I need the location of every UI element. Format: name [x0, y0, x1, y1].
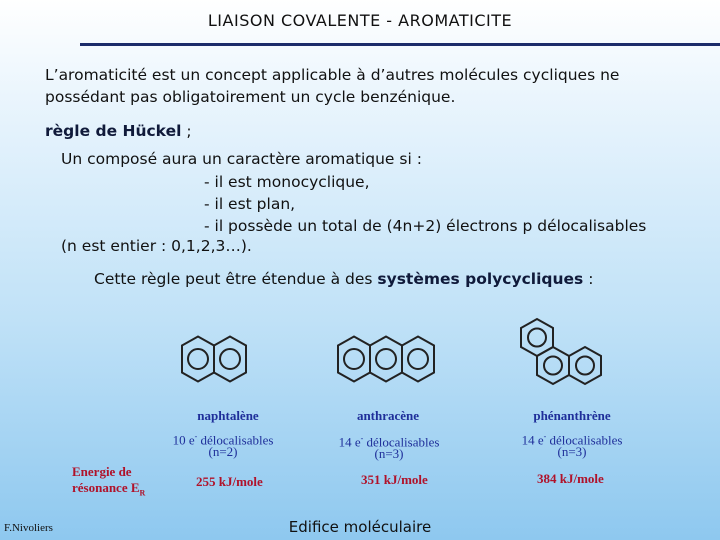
resonance-label-subscript: R	[139, 488, 146, 498]
huckel-suffix: ;	[181, 122, 192, 140]
criterion-3: - il possède un total de (4n+2) électrons p délocalisables	[204, 217, 647, 235]
naphthalene-name: naphtalène	[197, 408, 259, 423]
resonance-energy-label	[72, 464, 145, 502]
huckel-label: règle de Hückel	[45, 122, 182, 140]
n-note: (n est entier : 0,1,2,3…).	[61, 237, 252, 255]
anthracene-n: (n=3)	[374, 446, 404, 461]
intro-line-1: L’aromaticité est un concept applicable à d’autres molécules cycliques ne	[45, 66, 620, 84]
extension-prefix: Cette règle peut être étendue à des	[94, 270, 378, 288]
title-underline	[80, 43, 720, 46]
phenanthrene-n: (n=3)	[557, 444, 587, 459]
phenanthrene-structure-icon	[513, 313, 631, 403]
anthracene-electrons: 14 e- délocalisables	[338, 434, 440, 450]
intro-line-2: possédant pas obligatoirement un cycle benzénique.	[45, 88, 456, 106]
anthracene-name: anthracène	[356, 408, 420, 423]
phenanthrene-energy: 384 kJ/mole	[537, 471, 604, 486]
naphthalene-n: (n=2)	[208, 444, 238, 459]
anthracene-energy: 351 kJ/mole	[361, 472, 428, 487]
extension-suffix: :	[583, 270, 594, 288]
huckel-condition: Un composé aura un caractère aromatique si :	[61, 150, 422, 168]
footer-author: F.Nivoliers	[4, 522, 53, 534]
criterion-2: - il est plan,	[204, 195, 296, 213]
criterion-1: - il est monocyclique,	[204, 173, 370, 191]
naphthalene-energy: 255 kJ/mole	[196, 474, 263, 489]
phenanthrene-electrons: 14 e- délocalisables	[521, 432, 623, 448]
footer-subject: Edifice moléculaire	[288, 518, 432, 536]
naphthalene-structure-icon	[176, 331, 262, 387]
resonance-label-line-2: résonance E	[72, 480, 140, 495]
extension-sentence	[94, 270, 593, 288]
extension-emphasis: systèmes polycycliques	[377, 270, 584, 288]
naphthalene-electrons: 10 e- délocalisables	[172, 432, 274, 448]
page-title: LIAISON COVALENTE - AROMATICITE	[207, 11, 513, 30]
anthracene-structure-icon	[332, 331, 444, 387]
resonance-label-line-1: Energie de	[72, 464, 132, 479]
phenanthrene-name: phénanthrène	[533, 408, 611, 423]
intro-paragraph	[45, 64, 619, 108]
huckel-heading	[45, 122, 192, 140]
